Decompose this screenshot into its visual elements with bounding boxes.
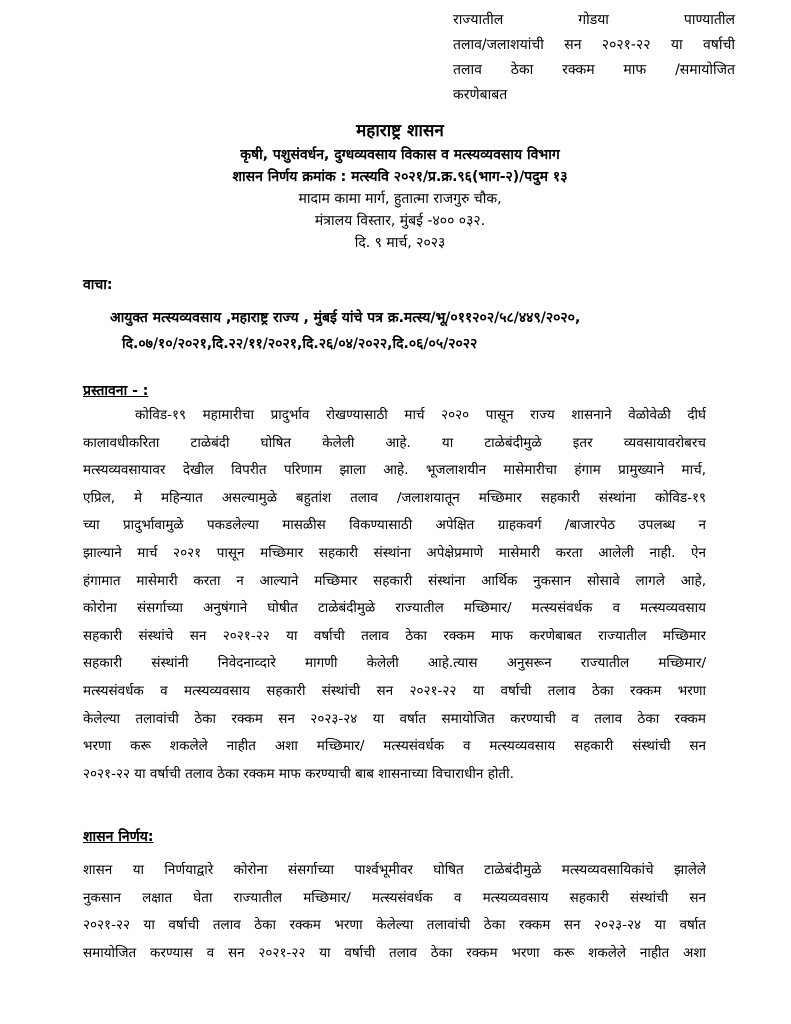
address-line-1: मादाम कामा मार्ग, हुतात्मा राजगुरु चौक,: [298, 191, 502, 207]
subject-block: [453, 8, 735, 108]
subject-line: करणेबाबत: [453, 87, 508, 103]
letterhead: [140, 118, 660, 254]
preamble-heading: प्रस्तावना - :: [83, 383, 149, 399]
department-name: कृषी, पशुसंवर्धन, दुग्धव्यवसाय विकास व मत्स्यव्यवसाय विभाग: [240, 147, 560, 163]
subject-line: तलाव ठेका रक्कम माफ /समायोजित: [453, 62, 735, 78]
paragraph-line: २०२१-२२ या वर्षाची तलाव ठेका रक्कम माफ करण्याची बाब शासनाच्या विचाराधीन होती.: [83, 765, 514, 782]
paragraph-line: सहकारी संस्थांचे सन २०२१-२२ या वर्षाची तलाव ठेका रक्कम माफ करणेबाबत राज्यातील मच्छिमार: [83, 627, 706, 644]
subject-line: राज्यातील गोडया पाण्यातील: [453, 12, 735, 28]
paragraph-line: भरणा करू शकलेले नाहीत अशा मच्छिमार/ मत्स्यसंवर्धक व मत्स्यव्यवसाय सहकारी संस्थांची सन: [83, 738, 706, 755]
reference-line-1: आयुक्त मत्स्यव्यवसाय ,महाराष्ट्र राज्य , मुंबई यांचे पत्र क्र.मत्स्य/भू/०११२०२/५८/४४९/२०२०,: [110, 310, 581, 326]
paragraph-line: समायोजित करण्यास व सन २०२१-२२ या वर्षाची तलाव ठेका रक्कम भरणा करू शकलेले नाहीत अशा: [83, 944, 706, 961]
read-label: वाचा:: [83, 277, 113, 293]
document-date: दि. ९ मार्च, २०२३: [354, 235, 446, 251]
reference-line-2: दि.०७/१०/२०२१,दि.२२/११/२०२१,दि.२६/०४/२०२२,दि.०६/०५/२०२२: [122, 336, 478, 352]
address-line-2: मंत्रालय विस्तार, मुंबई -४०० ०३२.: [314, 213, 486, 229]
paragraph-line: नुकसान लक्षात घेता राज्यातील मच्छिमार/ मत्स्यसंवर्धक व मत्स्यव्यवसाय सहकारी संस्थांची सन: [83, 889, 706, 906]
government-title: महाराष्ट्र शासन: [356, 121, 444, 141]
paragraph-line: च्या प्रादुर्भावामुळे पकडलेल्या मासळीस विकण्यासाठी अपेक्षित ग्राहकवर्ग /बाजारपेठ उपलब्ध न: [83, 517, 706, 534]
paragraph-line: हंगामात मासेमारी करता न आल्याने मच्छिमार सहकारी संस्थांना आर्थिक नुकसान सोसावे लागले आहे,: [83, 572, 706, 589]
paragraph-line: मत्स्यव्यवसायावर देखील विपरीत परिणाम झाला आहे. भूजलाशयीन मासेमारीचा हंगाम प्रामुख्याने मार्च,: [83, 462, 706, 479]
paragraph-line: झाल्याने मार्च २०२१ पासून मच्छिमार सहकारी संस्थांना अपेक्षेप्रमाणे मासेमारी करता आलेली नाही. ऐन: [83, 544, 706, 561]
paragraph-line: शासन या निर्णयाद्वारे कोरोना संसर्गाच्या पार्श्वभूमीवर घोषित टाळेबंदीमुळे मत्स्यव्यवसायिकांचे झालेले: [83, 862, 706, 878]
gr-number: शासन निर्णय क्रमांक : मत्स्यवि २०२१/प्र.क्र.९६(भाग-२)/पदुम १३: [232, 169, 568, 185]
paragraph-line: केलेल्या तलावांची ठेका रक्कम सन २०२३-२४ या वर्षात समायोजित करण्याची व तलाव ठेका रक्कम: [83, 710, 706, 727]
preamble-paragraph: [83, 402, 706, 788]
paragraph-line: कालावधीकरिता टाळेबंदी घोषित केलेली आहे. या टाळेबंदीमुळे इतर व्यवसायावरोबरच: [83, 434, 706, 451]
paragraph-line: २०२१-२२ या वर्षाची तलाव ठेका रक्कम भरणा केलेल्या तलावांची ठेका रक्कम सन २०२३-२४ या वर्षात: [83, 917, 706, 934]
paragraph-line: कोविड-१९ महामारीचा प्रादुर्भाव रोखण्यासाठी मार्च २०२० पासून राज्य शासनाने वेळोवेळी दीर्घ: [135, 407, 706, 423]
decision-paragraph: [83, 857, 706, 967]
subject-line: तलाव/जलाशयांची सन २०२१-२२ या वर्षाची: [453, 37, 735, 53]
paragraph-line: कोरोना संसर्गाच्या अनुषंगाने घोषीत टाळेबंदीमुळे राज्यातील मच्छिमार/ मत्स्यसंवर्धक व मत्स्यव्यवसाय: [83, 600, 706, 617]
paragraph-line: मत्स्यसंवर्धक व मत्स्यव्यवसाय सहकारी संस्थांची सन २०२१-२२ या वर्षाची तलाव ठेका रक्कम भरणा: [83, 682, 706, 699]
reference-block: [110, 305, 710, 357]
decision-heading: शासन निर्णय:: [83, 829, 154, 845]
paragraph-line: एप्रिल, मे महिन्यात असल्यामुळे बहुतांश तलाव /जलाशयातून मच्छिमार सहकारी संस्थांना कोविड-१९: [83, 489, 706, 506]
paragraph-line: सहकारी संस्थांनी निवेदनाव्दारे मागणी केलेली आहे.त्यास अनुसरून राज्यातील मच्छिमार/: [83, 655, 706, 672]
